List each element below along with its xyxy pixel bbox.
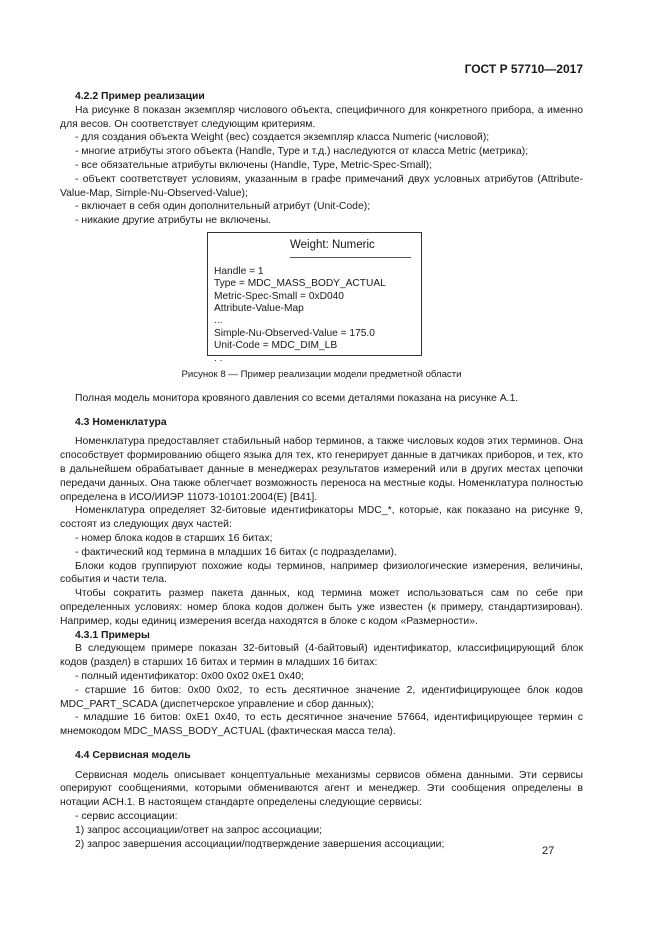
page-number: 27 [542,845,555,857]
figure-caption: Рисунок 8 — Пример реализации модели предметной области [181,368,462,380]
object-attribute-line: Unit-Code = MDC_DIM_LB [214,340,338,352]
paragraph: Чтобы сократить размер пакета данных, код термина может использоваться сам по себе при определенных условиях: номер блока кодов должен быть уже известен (к примеру, стандартизирован). Например, коды единиц измерения всегда находятся в блоке с кодом «Размерности». [60,588,583,627]
list-item: - объект соответствует условиям, указанным в графе примечаний двух условных атрибутов (Attribute-Value-Map, Simple-Nu-Observed-Value); [60,173,583,199]
document-body [60,90,583,851]
list-item: - сервис ассоциации: [75,811,178,823]
paragraph: В следующем примере показан 32-битовый (4-байтовый) идентификатор, классифицирующий блок кодов (раздел) в старших 16 битах и термин в младших 16 битах: [60,643,583,669]
object-attribute-line: Simple-Nu-Observed-Value = 175.0 [214,327,375,339]
object-diagram-box [207,232,422,364]
list-item: - для создания объекта Weight (вес) создается экземпляр класса Numeric (числовой); [75,132,490,144]
list-item: - номер блока кодов в старших 16 битах; [75,532,273,544]
object-attribute-line: ... [214,315,223,327]
paragraph: На рисунке 8 показан экземпляр числового объекта, специфичного для конкретного прибора, а именно для весов. Он соответствует следующим критериям. [60,104,583,130]
section-heading-4-2-2: 4.2.2 Пример реализации [75,91,205,102]
list-item: - многие атрибуты этого объекта (Handle, Type и т.д.) наследуются от класса Metric (метрика); [75,146,529,158]
list-item: - старшие 16 битов: 0x00 0x02, то есть десятичное значение 2, идентифицирующее блок кодов MDC_PART_SCADA (диспетчерское управление и сбор данных); [60,684,583,710]
list-item: - все обязательные атрибуты включены (Handle, Type, Metric-Spec-Small); [75,159,432,171]
object-attribute-line: Handle = 1 [214,265,264,277]
list-item: 2) запрос завершения ассоциации/подтверждение завершения ассоциации; [75,838,445,850]
list-item: - фактический код термина в младших 16 битах (с подразделами). [75,546,397,558]
list-item: - включает в себя один дополнительный атрибут (Unit-Code); [75,201,371,213]
section-heading-4-3: 4.3 Номенклатура [75,416,167,428]
paragraph: Номенклатура определяет 32-битовые идентификаторы MDC_*, которые, как показано на рисунке 9, состоят из следующих двух частей: [60,505,583,531]
list-item: - младшие 16 битов: 0xE1 0x40, то есть десятичное значение 57664, идентифицирующее термин с мнемокодом MDC_MASS_BODY_ACTUAL (фактическая масса тела). [60,712,583,738]
figure-8 [60,228,583,368]
paragraph: Блоки кодов группируют похожие коды терминов, например физиологические измерения, величины, события и части тела. [60,560,583,586]
list-item: - полный идентификатор: 0x00 0x02 0xE1 0x40; [75,670,304,682]
paragraph: Номенклатура предоставляет стабильный набор терминов, а также числовых кодов этих терминов. Она способствует формированию общего языка для тех, кто генерирует данные в датчиках приборов, и тех, кто в дальнейшем обрабатывает данные в менеджерах результатов измерений или в других местах цепочки передачи данных. Она также облегчает возможность переноса на местные коды. Номенклатура полностью определена в ИСО/ИИЭР 11073-10101:2004(E) [B41]. [60,436,583,503]
object-diagram-title: Weight: Numeric [290,239,411,258]
standard-designation: ГОСТ Р 57710—2017 [464,62,583,76]
section-heading-4-4: 4.4 Сервисная модель [75,749,191,761]
object-attribute-line: Metric-Spec-Small = 0xD040 [214,290,344,302]
object-attribute-line: . . [214,352,223,364]
paragraph: Полная модель монитора кровяного давления со всеми деталями показана на рисунке А.1. [75,392,519,404]
list-item: 1) запрос ассоциации/ответ на запрос ассоциации; [75,824,323,836]
paragraph: Сервисная модель описывает концептуальные механизмы сервисов обмена данными. Эти сервисы оперируют сообщениями, которыми обмениваются агент и менеджер. Эти сообщения определены в нотации АСН.1. В настоящем стандарте определены следующие сервисы: [60,769,583,809]
section-heading-4-3-1: 4.3.1 Примеры [75,629,150,641]
list-item: - никакие другие атрибуты не включены. [75,215,272,227]
object-attribute-line: Type = MDC_MASS_BODY_ACTUAL [214,278,386,290]
object-attribute-line: Attribute-Value-Map [214,302,304,314]
